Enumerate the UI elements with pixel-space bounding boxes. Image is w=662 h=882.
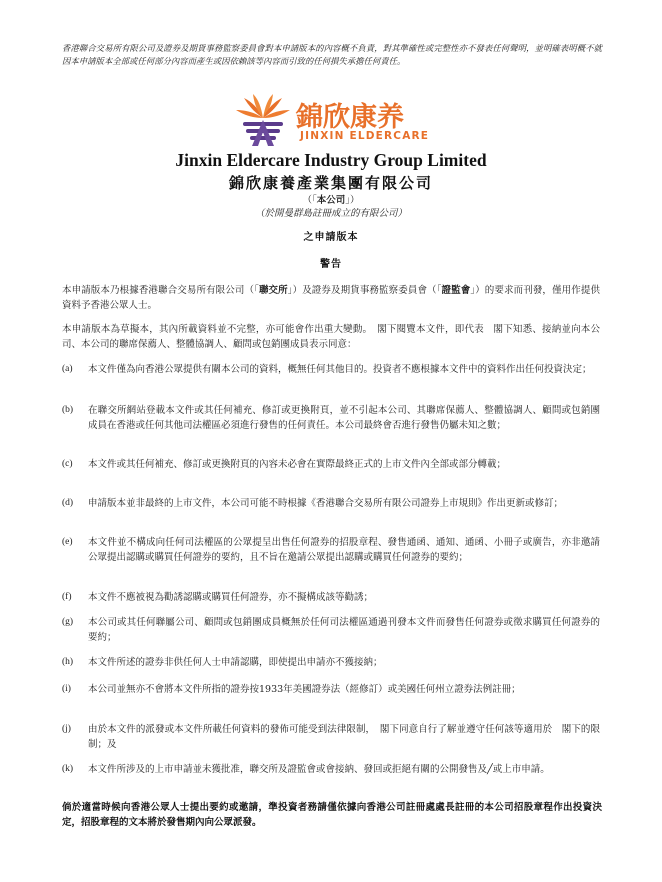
logo-emblem-icon	[232, 94, 294, 150]
company-short-name: （「本公司」）	[302, 195, 360, 206]
company-logo	[232, 94, 432, 150]
final-notice: 倘於適當時候向香港公眾人士提出要約或邀請，準投資者務請僅依據向香港公司註冊處處長註冊的本公司招股章程作出投資決定，招股章程的文本將於發售期內向公眾派發。	[62, 802, 602, 828]
logo-english-text: JINXIN ELDERCARE	[300, 130, 430, 142]
company-name-chinese: 錦欣康養產業集團有限公司	[228, 174, 433, 192]
intro-paragraph-1: 本申請版本乃根據香港聯合交易所有限公司（「聯交所」）及證券及期貨事務監察委員會（「證監會」）的要求而刊發，僅用作提供資料予香港公眾人士。	[62, 285, 600, 311]
company-name-english: Jinxin Eldercare Industry Group Limited	[175, 150, 487, 170]
warning-heading: 警告	[320, 259, 342, 270]
incorporation-note: （於開曼群島註冊成立的有限公司）	[254, 208, 407, 219]
intro-paragraph-2: 本申請版本為草擬本，其內所載資料並不完整，亦可能會作出重大變動。 閣下閱覽本文件，即代表 閣下知悉、接納並向本公司、本公司的聯席保薦人、整體協調人、顧問或包銷團成員表示同意：	[62, 324, 600, 350]
application-version-heading: 之申請版本	[303, 232, 359, 243]
logo-chinese-text: 錦欣康养	[296, 102, 404, 133]
regulatory-disclaimer: 香港聯合交易所有限公司及證券及期貨事務監察委員會對本申請版本的內容概不負責，對其準確性或完整性亦不發表任何聲明，並明確表明概不就因本申請版本全部或任何部分內容而產生或因依賴該等內容而引致的任何損失承擔任何責任。	[62, 43, 602, 66]
document-page: 香港聯合交易所有限公司及證券及期貨事務監察委員會對本申請版本的內容概不負責，對其準確性或完整性亦不發表任何聲明，並明確表明概不就因本申請版本全部或任何部分內容而產生或因依賴該等內容而引致的任何損失承擔任何責任。 錦欣康养 JINXIN ELDERCARE Jinxin Eldercare Industry Group Limited 錦欣康養產業集團有限公司 （「本公司」） （於開曼群島註冊成立的有限公司） 之申請版本 警告 本申請版本乃根據香港聯合交易所有限公司（「聯交所」）及證券及期貨事務監察委員會（「證監會」）的要求而刊發，僅用作提供資料予香港公眾人士。 本申請版本為草擬本，其內所載資料並不完整，亦可能會作出重大變動。 閣下閱覽本文件，即代表 閣下知悉、接納並向本公司、本公司的聯席保薦人、整體協調人、顧問或包銷團成員表示同意： (a) 本文件僅為向香港公眾提供有關本公司的資料，概無任何其他目的。投資者不應根據本文件中的資料作出任何投資決定； (b) 在聯交所網站登載本文件或其任何補充、修訂或更換附頁，並不引起本公司、其聯席保薦人、整體協調人、顧問或包銷團成員在香港或任何其他司法權區必須進行發售的任何責任。本公司最終會否進行發售仍屬未知之數； (c) 本文件或其任何補充、修訂或更換附頁的內容未必會在實際最終正式的上市文件內全部或部分轉載； (d) 申請版本並非最終的上市文件，本公司可能不時根據《香港聯合交易所有限公司證券上市規則》作出更新或修訂； (e) 本文件並不構成向任何司法權區的公眾提呈出售任何證券的招股章程、發售通函、通知、通函、小冊子或廣告，亦非邀請公眾提出認購或購買任何證券的要約，且不旨在邀請公眾提出認購或購買任何證券的要約； (f) 本文件不應被視為勸誘認購或購買任何證券，亦不擬構成該等勸誘； (g) 本公司或其任何聯屬公司、顧問或包銷團成員概無於任何司法權區通過刊發本文件而發售任何證券或徵求購買任何證券的要約； (h) 本文件所述的證券非供任何人士申請認購，即使提出申請亦不獲接納； (i) 本公司並無亦不會將本文件所指的證券按1933年美國證券法（經修訂）或美國任何州立證券法例註冊； (j) 由於本文件的派發或本文件所載任何資料的發佈可能受到法律限制， 閣下同意自行了解並遵守任何該等適用於 閣下的限制；及 (k) 本文件所涉及的上市申請並未獲批准，聯交所及證監會或會接納、發回或拒絕有關的公開發售及╱或上市申請。 倘於適當時候向香港公眾人士提出要約或邀請，準投資者務請僅依據向香港公司註冊處處長註冊的本公司招股章程作出投資決定，招股章程的文本將於發售期內向公眾派發。	[0, 0, 662, 882]
